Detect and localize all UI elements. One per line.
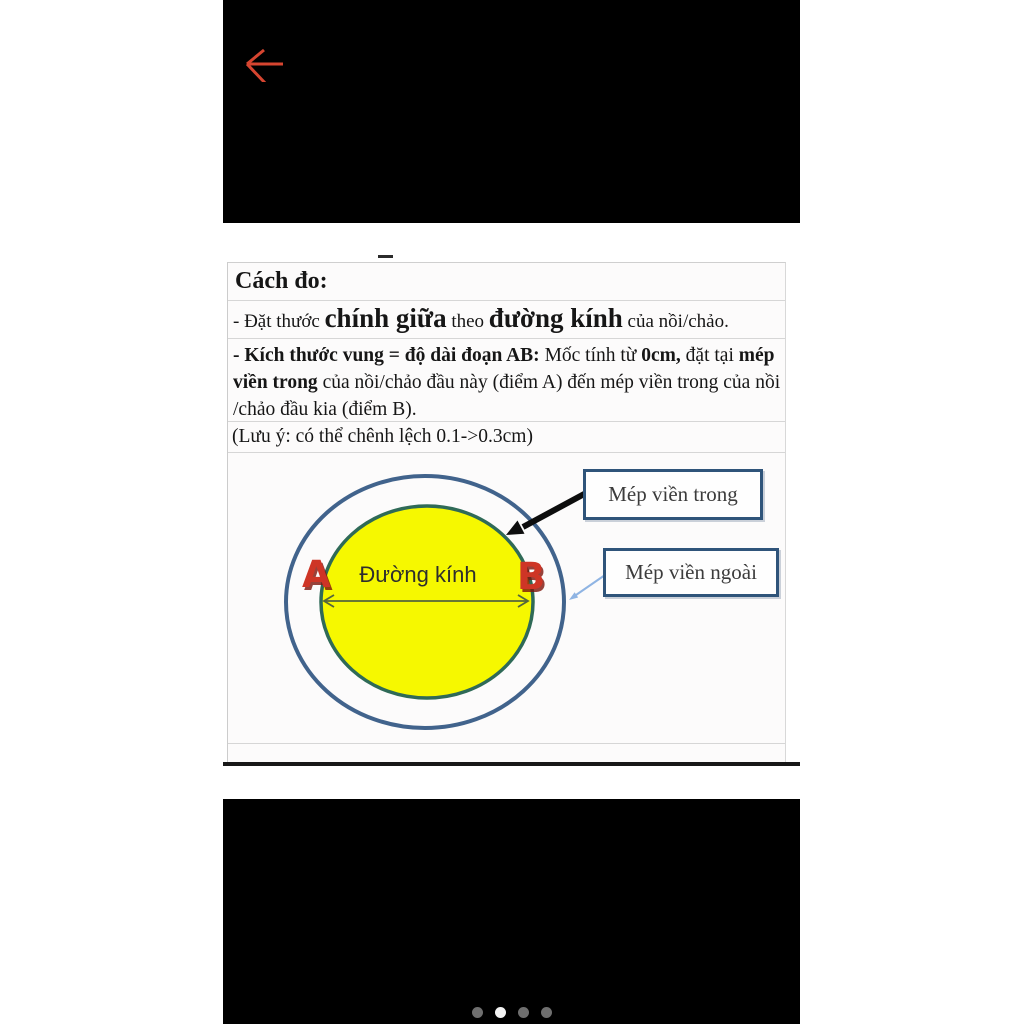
inner-circle [321,506,533,698]
outer-edge-label-text: Mép viền ngoài [625,560,757,584]
measure-text-3: của nồi/chảo đầu này (điểm A) đến mép viền trong của nồi /chảo đầu kia (điểm B). [233,372,781,420]
diagram-row [228,453,785,744]
outer-edge-pointer-arrow [569,575,605,600]
measure-text-1: Mốc tính từ [539,345,642,366]
viewer-top-bar [223,0,800,223]
scan-artifact-dash [378,255,393,258]
ruler-instruction-row [228,301,785,339]
pagination-dot-1[interactable] [472,1007,483,1018]
diameter-label: Đường kính [359,562,477,587]
measure-text-2: đặt tại [680,345,739,366]
inner-edge-label-text: Mép viền trong [608,482,738,506]
measure-bold-0cm: 0cm, [641,345,681,366]
point-b-label: B [517,555,546,598]
instruction-table [227,262,786,763]
note-row [228,422,785,453]
note-text: (Lưu ý: có thể chênh lệch 0.1->0.3cm) [232,426,533,447]
viewer-bottom-bar [223,799,800,1024]
measure-instruction-row [228,339,785,422]
ruler-text-3: của nồi/chảo. [622,311,729,332]
inner-edge-label-box [583,469,763,520]
ruler-text-1: - Đặt thước [233,311,325,332]
measure-bold-inner-edge: mép viền trong [233,345,775,393]
document-bottom-line [223,762,800,766]
measure-bold-lead: - Kích thước vung = độ dài đoạn AB: [233,345,540,366]
ruler-bold-diameter: đường kính [488,303,623,333]
pagination-dot-3[interactable] [518,1007,529,1018]
ruler-bold-center: chính giữa [324,303,447,333]
ruler-text-2: theo [446,311,489,332]
product-image[interactable] [223,223,800,799]
point-a-label: A [302,553,331,596]
pagination-dot-2[interactable] [495,1007,506,1018]
heading-row [228,263,785,301]
heading-text: Cách đo: [235,268,328,294]
back-button[interactable] [233,36,285,84]
empty-row [228,744,785,763]
phone-screen [223,0,800,1024]
pagination-dot-4[interactable] [541,1007,552,1018]
outer-edge-label-box [603,548,779,597]
back-arrow-icon [239,42,283,82]
pagination-dots [223,1007,800,1018]
inner-edge-pointer-arrow [506,493,586,535]
